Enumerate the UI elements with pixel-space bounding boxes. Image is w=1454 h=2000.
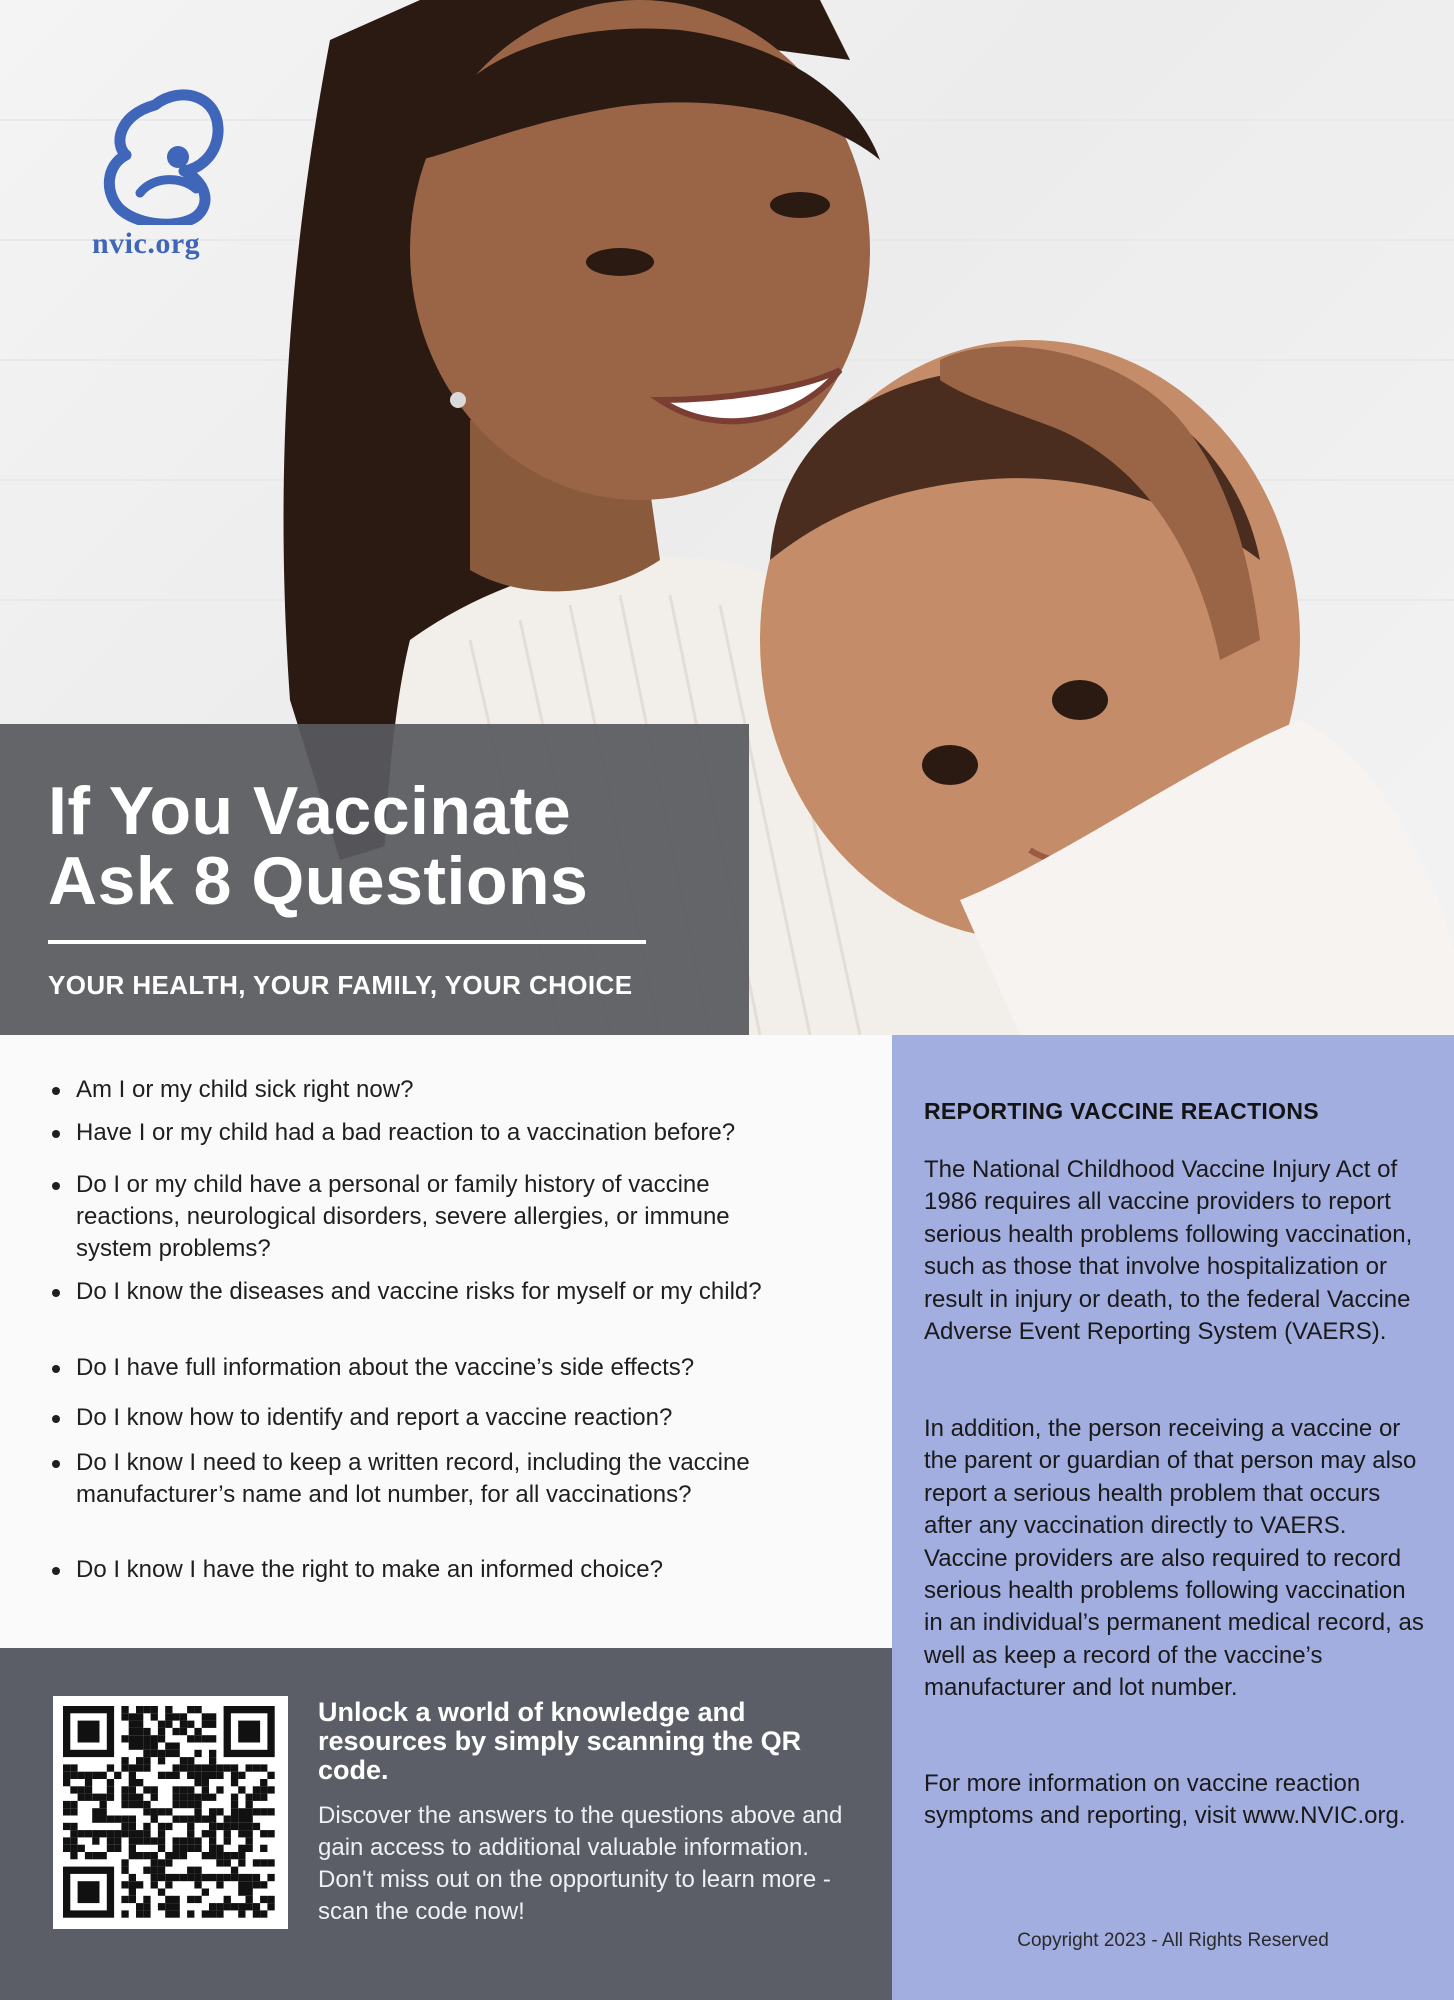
list-item: Do I know I need to keep a written record, including the vaccine manufacturer’s name and lot number, for all vaccinations? xyxy=(52,1447,792,1511)
list-item: Do I know the diseases and vaccine risks for myself or my child? xyxy=(52,1276,792,1308)
list-item: Do I or my child have a personal or family history of vaccine reactions, neurological disorders, severe allergies, or immune system problems? xyxy=(52,1169,792,1265)
bullet-icon xyxy=(52,1087,60,1095)
promo-body: Discover the answers to the questions above and gain access to additional valuable information. Don't miss out on the opportunity to learn more - scan the code now! xyxy=(318,1802,843,1925)
copyright-text: Copyright 2023 - All Rights Reserved xyxy=(1017,1930,1329,1951)
qr-code-icon xyxy=(63,1706,278,1919)
qr-code[interactable] xyxy=(53,1696,288,1929)
bullet-icon xyxy=(52,1130,60,1138)
nvic-logo[interactable] xyxy=(92,85,242,261)
list-item: Am I or my child sick right now? xyxy=(52,1074,792,1106)
questions-list xyxy=(0,1035,892,1648)
list-item: Have I or my child had a bad reaction to a vaccination before? xyxy=(52,1117,792,1149)
reporting-heading: REPORTING VACCINE REACTIONS xyxy=(924,1098,1319,1124)
qr-promo-section xyxy=(0,1648,892,2000)
title-divider xyxy=(48,940,646,944)
promo-heading: Unlock a world of knowledge and resources by simply scanning the QR code. xyxy=(318,1697,802,1785)
nvic-logo-icon xyxy=(100,85,230,225)
title-overlay xyxy=(0,724,749,1035)
reporting-paragraph-1: The National Childhood Vaccine Injury Act of 1986 requires all vaccine providers to report serious health problems following vaccination, such as those that involve hospitalization or result in injury or death, to the federal Vaccine Adverse Event Reporting System (VAERS). xyxy=(924,1156,1413,1346)
page-subtitle: YOUR HEALTH, YOUR FAMILY, YOUR CHOICE xyxy=(48,970,633,1000)
logo-text: nvic.org xyxy=(92,227,201,260)
list-item: Do I know how to identify and report a vaccine reaction? xyxy=(52,1402,792,1434)
bullet-icon xyxy=(52,1182,60,1190)
bullet-icon xyxy=(52,1415,60,1423)
page-title-line2: Ask 8 Questions xyxy=(48,843,589,919)
bullet-icon xyxy=(52,1289,60,1297)
page-title-line1: If You Vaccinate xyxy=(48,773,572,849)
reporting-panel xyxy=(892,1035,1454,2000)
list-item: Do I have full information about the vaccine’s side effects? xyxy=(52,1352,792,1384)
list-item: Do I know I have the right to make an informed choice? xyxy=(52,1554,792,1586)
bullet-icon xyxy=(52,1365,60,1373)
reporting-paragraph-2: In addition, the person receiving a vaccine or the parent or guardian of that person may also report a serious health problem that occurs after any vaccination directly to VAERS. Vaccine providers are also required to record serious health problems following vaccination in an individual’s permanent medical record, as well as keep a record of the vaccine’s manufacturer and lot number. xyxy=(924,1415,1424,1702)
bullet-icon xyxy=(52,1460,60,1468)
bullet-icon xyxy=(52,1567,60,1575)
reporting-paragraph-3: For more information on vaccine reaction symptoms and reporting, visit www.NVIC.org. xyxy=(924,1770,1406,1830)
